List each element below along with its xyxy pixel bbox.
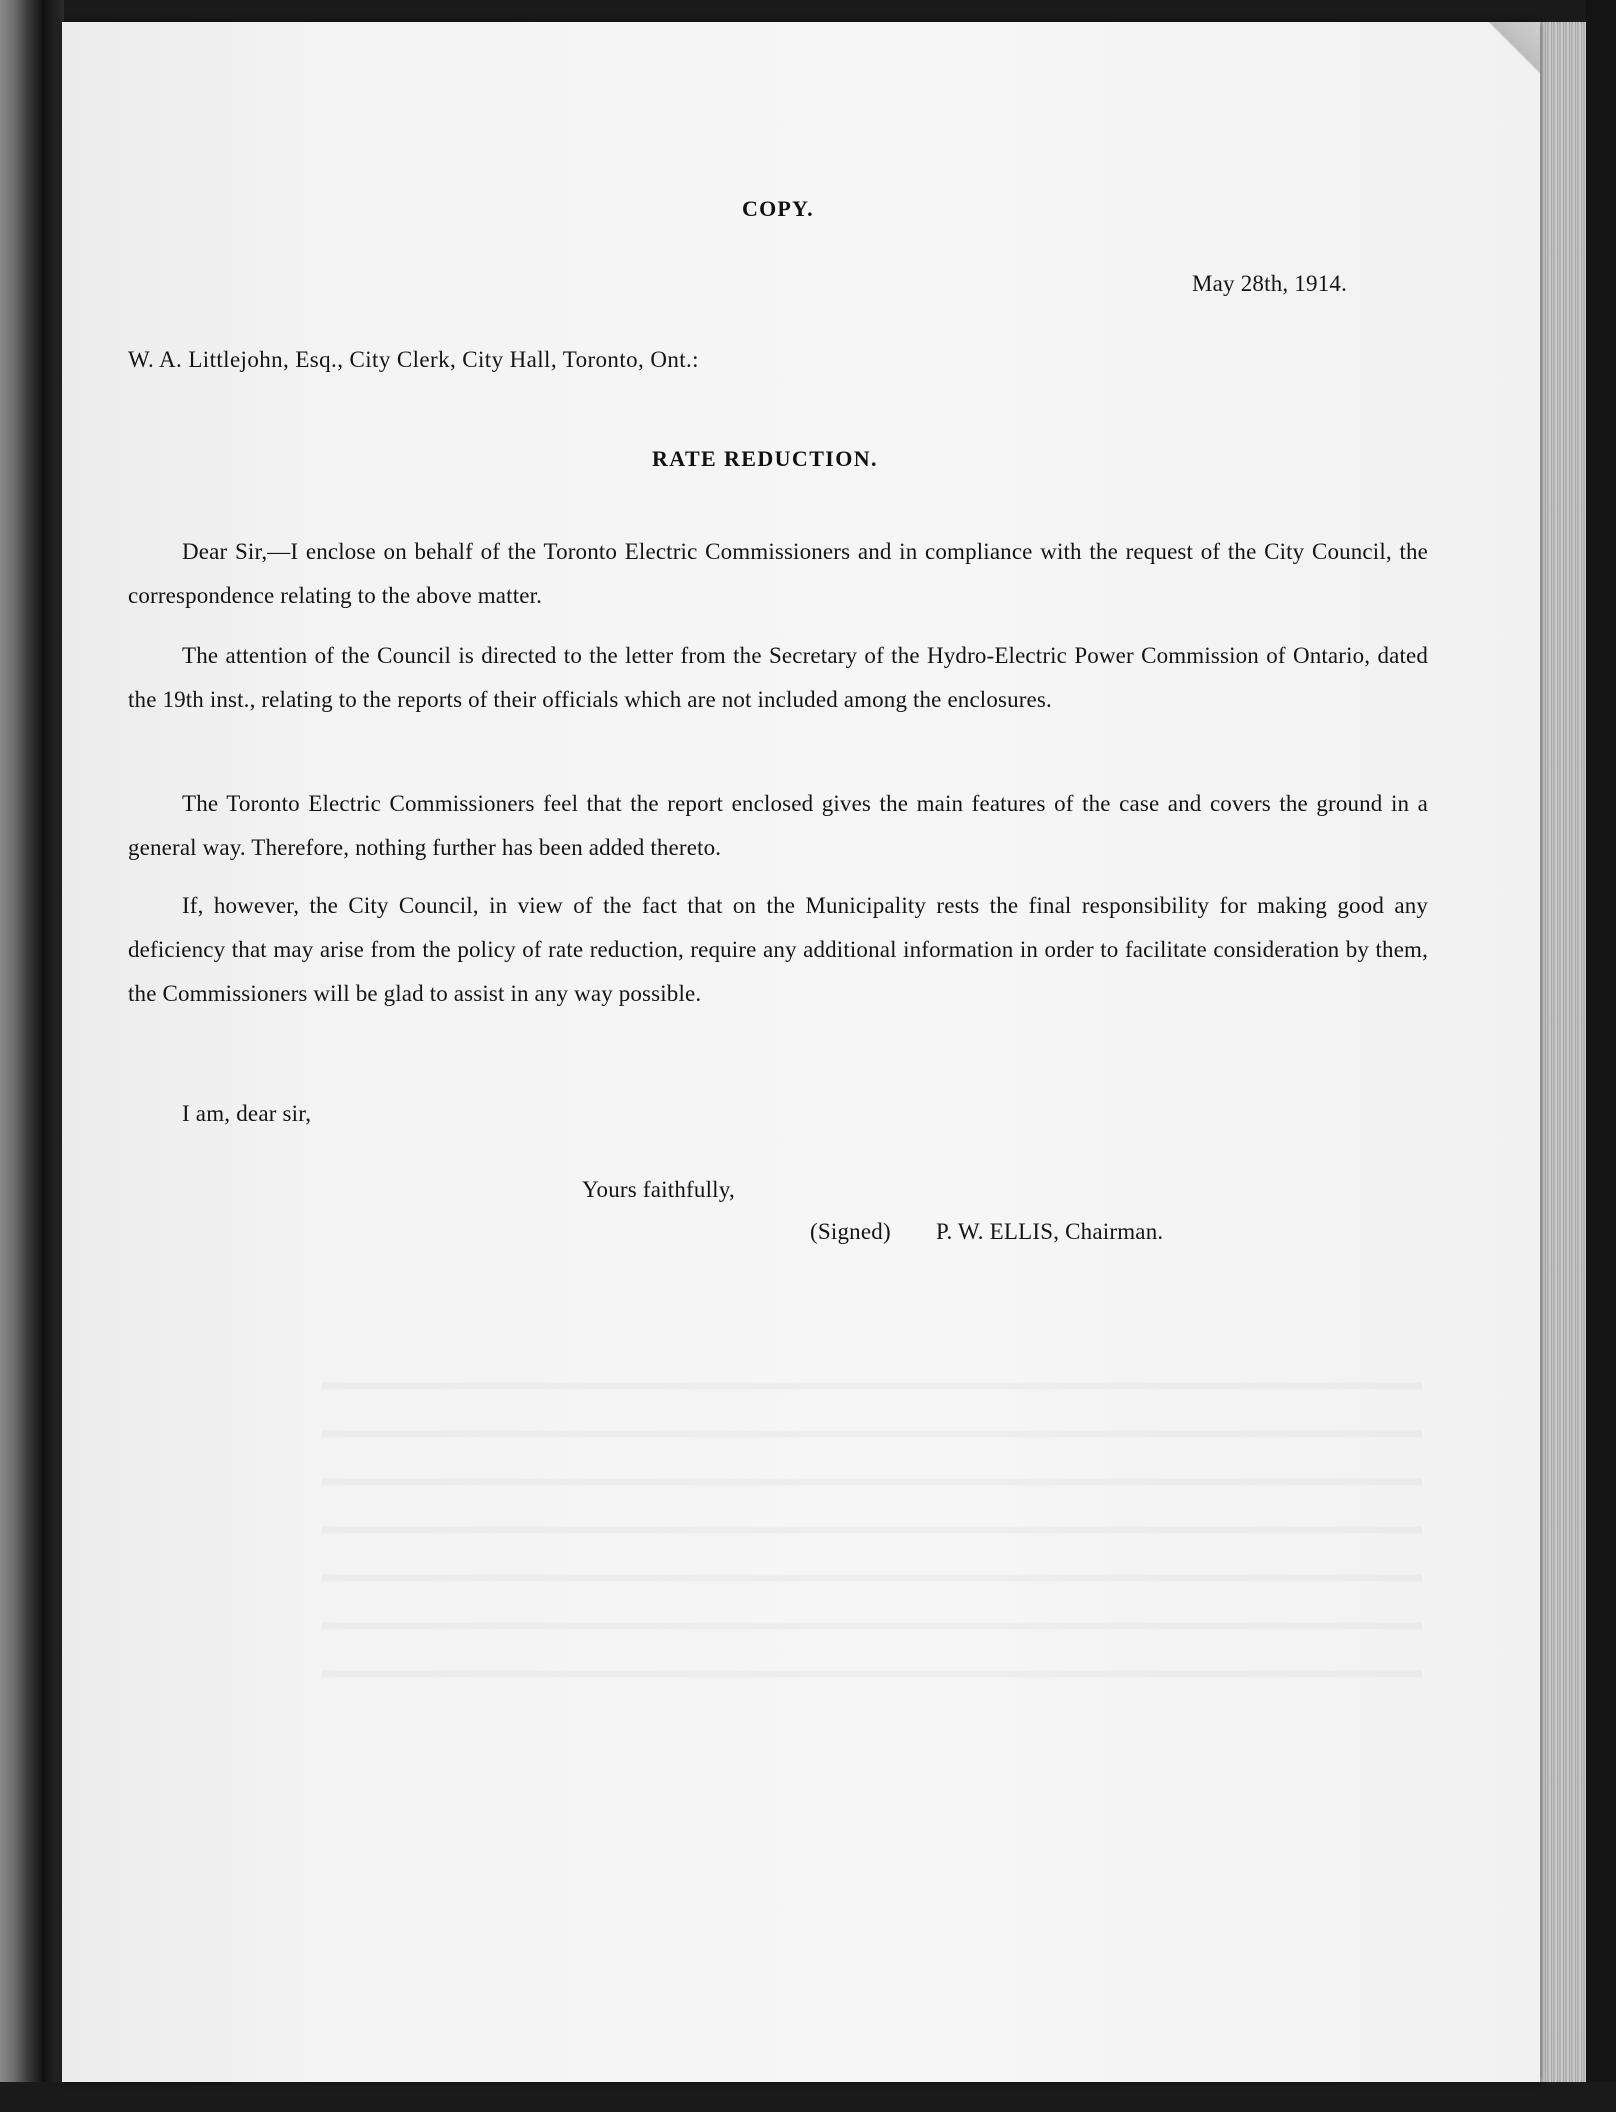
scan-border-left — [0, 0, 42, 2112]
paragraph-responsibility: If, however, the City Council, in view of the fact that on the Municipality rests the final responsibility for making good any deficiency that may arise from the policy of rate reduction, require any additional information in order to facilitate consideration by them, the Commissioners will be glad to assist in any way possible. — [128, 893, 1428, 1006]
subject-heading: RATE REDUCTION. — [652, 446, 878, 471]
page-stack-edge — [1540, 22, 1586, 2082]
reverse-side-bleed-through — [322, 1352, 1422, 1712]
paragraph-opening: Dear Sir,—I enclose on behalf of the Toronto Electric Commissioners and in compliance with the request of the City Council, the correspondence relating to the above matter. — [128, 539, 1428, 608]
closing-line: I am, dear sir, — [182, 1101, 312, 1126]
letter-date: May 28th, 1914. — [1192, 271, 1348, 296]
page-corner-fold — [1468, 22, 1540, 94]
addressee-line: W. A. Littlejohn, Esq., City Clerk, City Hall, Toronto, Ont.: — [128, 347, 699, 372]
signed-label: (Signed) — [810, 1219, 891, 1244]
copy-heading: COPY. — [742, 196, 814, 221]
scan-border-top — [0, 0, 1616, 22]
scan-border-bottom — [0, 2082, 1616, 2112]
letter-page — [62, 22, 1540, 2082]
paragraph-report: The Toronto Electric Commissioners feel that the report enclosed gives the main features of the case and covers the ground in a general way. Therefore, nothing further has been added thereto. — [128, 791, 1428, 860]
paragraph-attention: The attention of the Council is directed to the letter from the Secretary of the Hydro-Electric Power Commission of Ontario, dated the 19th inst., relating to the reports of their officials which are not included among the enclosures. — [128, 643, 1428, 712]
scan-border-right — [1586, 0, 1616, 2112]
signatory-name: P. W. ELLIS, Chairman. — [936, 1219, 1164, 1244]
book-gutter — [42, 0, 64, 2112]
valediction: Yours faithfully, — [582, 1177, 735, 1202]
